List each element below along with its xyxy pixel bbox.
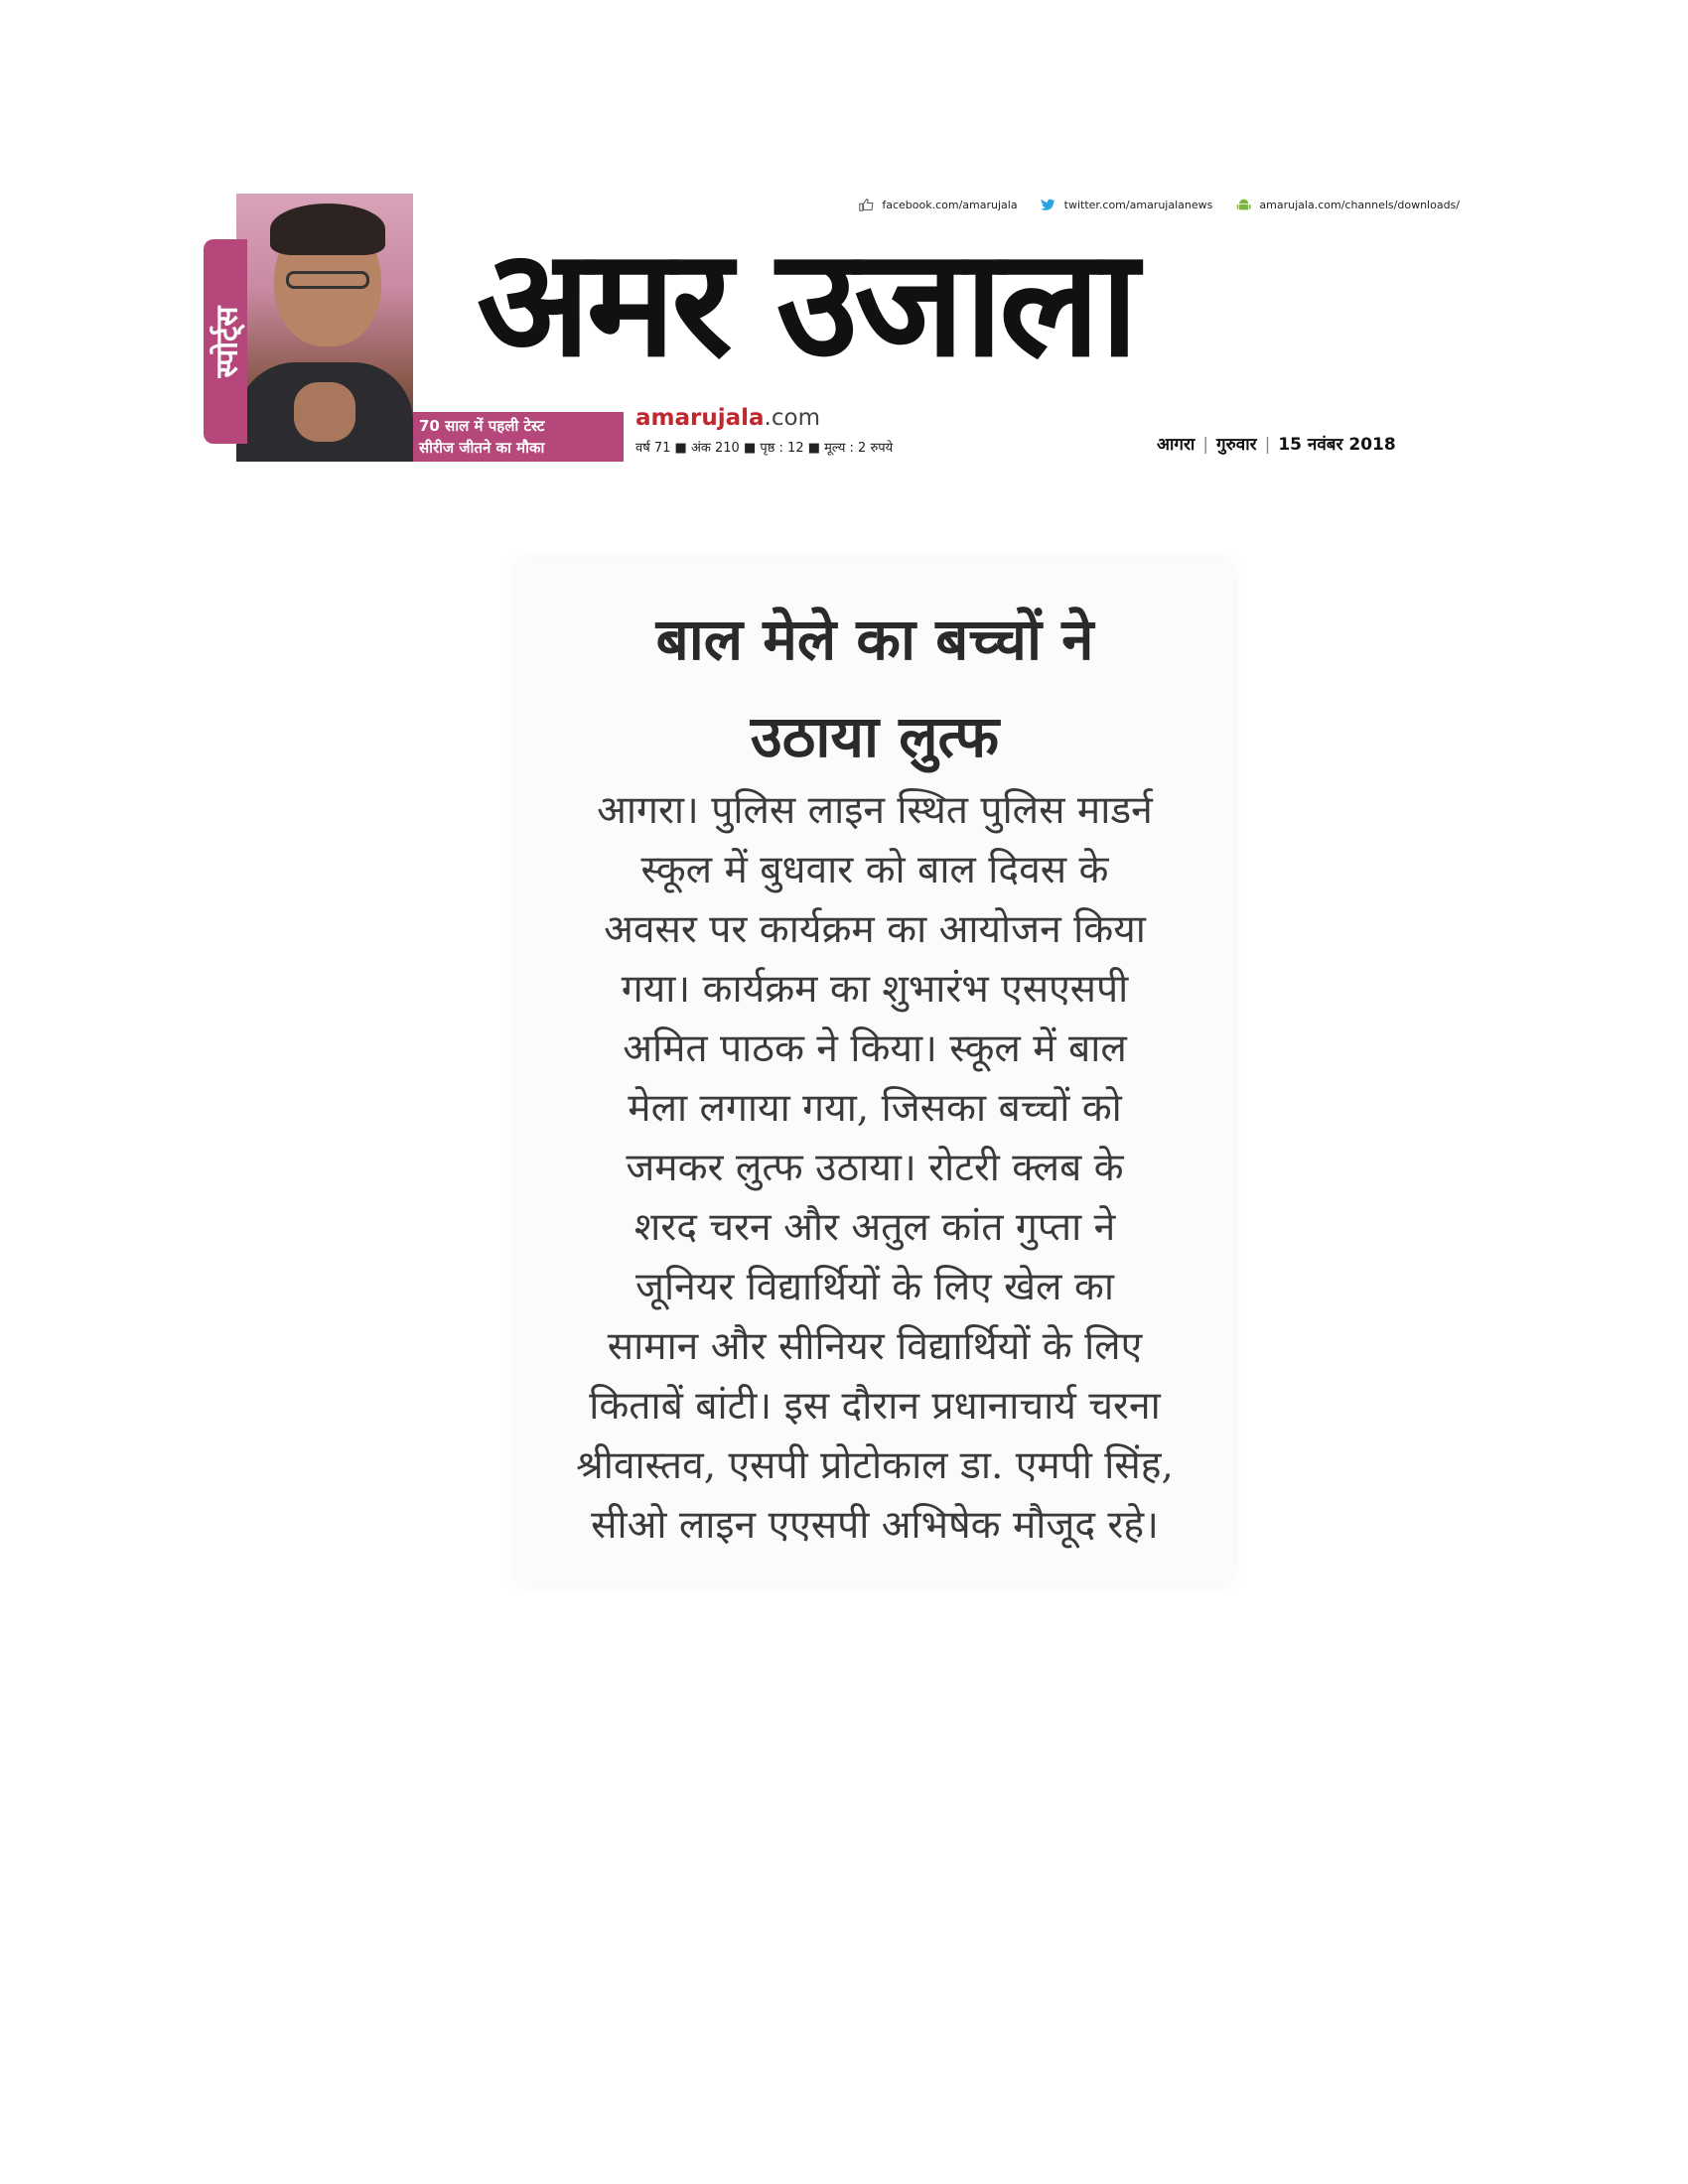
body-line: शरद चरन और अतुल कांत गुप्ता ने xyxy=(633,1205,1116,1250)
issue-info: वर्ष 71 ■ अंक 210 ■ पृष्ठ : 12 ■ मूल्य : 2 रुपये xyxy=(635,441,894,456)
body-line: मेला लगाया गया, जिसका बच्चों को xyxy=(628,1086,1122,1131)
body-line: आगरा। पुलिस लाइन स्थित पुलिस माडर्न xyxy=(597,788,1153,833)
date: 15 नवंबर 2018 xyxy=(1278,435,1396,455)
city: आगरा xyxy=(1157,435,1196,455)
photo-caption xyxy=(413,412,624,462)
facebook-link[interactable]: facebook.com/amarujala xyxy=(882,198,1018,211)
body-line: किताबें बांटी। इस दौरान प्रधानाचार्य चरना xyxy=(589,1384,1161,1429)
sports-photo xyxy=(236,194,413,462)
website-tld: .com xyxy=(764,405,820,431)
sports-label: स्पोर्ट्स xyxy=(210,306,245,377)
photo-caption-line2: सीरीज जीतने का मौका xyxy=(419,439,545,457)
sports-tab xyxy=(204,239,247,444)
dateline: आगरा | गुरुवार | 15 नवंबर 2018 xyxy=(1157,435,1396,455)
website-name-main: amarujala xyxy=(635,405,765,431)
body-line: सामान और सीनियर विद्यार्थियों के लिए xyxy=(607,1324,1143,1369)
photo-hair xyxy=(270,204,385,255)
social-links xyxy=(859,194,1460,215)
twitter-bird-icon xyxy=(1041,196,1055,213)
photo-hand xyxy=(294,382,355,442)
article-headline xyxy=(516,591,1233,785)
body-line: सीओ लाइन एएसपी अभिषेक मौजूद रहे। xyxy=(591,1503,1159,1548)
newspaper-masthead xyxy=(204,194,1460,462)
android-link[interactable]: amarujala.com/channels/downloads/ xyxy=(1259,198,1460,211)
newspaper-logo: अमर उजाला xyxy=(477,217,1135,390)
photo-caption-line1: 70 साल में पहली टेस्ट xyxy=(419,417,545,435)
article-body xyxy=(516,781,1233,1556)
thumbs-up-icon xyxy=(859,196,874,213)
body-line: स्कूल में बुधवार को बाल दिवस के xyxy=(640,848,1109,892)
headline-line2: उठाया लुत्फ xyxy=(750,703,1000,770)
news-clipping xyxy=(516,561,1233,1583)
website-name[interactable] xyxy=(635,405,820,431)
twitter-link[interactable]: twitter.com/amarujalanews xyxy=(1063,198,1213,211)
day: गुरुवार xyxy=(1216,435,1257,455)
photo-glasses xyxy=(286,271,369,289)
body-line: अमित पाठक ने किया। स्कूल में बाल xyxy=(623,1026,1127,1071)
body-line: जमकर लुत्फ उठाया। रोटरी क्लब के xyxy=(626,1146,1124,1190)
body-line: जूनियर विद्यार्थियों के लिए खेल का xyxy=(635,1265,1114,1309)
body-line: अवसर पर कार्यक्रम का आयोजन किया xyxy=(604,907,1146,952)
headline-line1: बाल मेले का बच्चों ने xyxy=(655,606,1094,673)
android-icon xyxy=(1236,196,1251,213)
body-line: श्रीवास्तव, एसपी प्रोटोकाल डा. एमपी सिंह, xyxy=(576,1443,1174,1488)
body-line: गया। कार्यक्रम का शुभारंभ एसएसपी xyxy=(621,967,1129,1012)
